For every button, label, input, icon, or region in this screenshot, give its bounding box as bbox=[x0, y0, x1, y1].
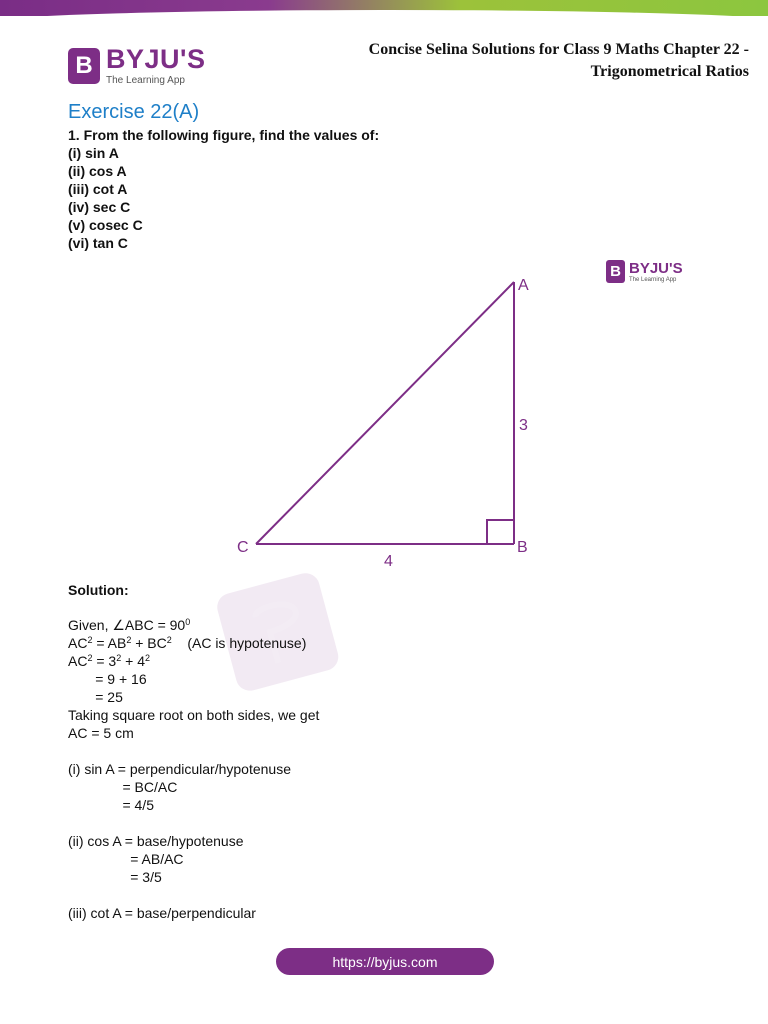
vertex-a-label: A bbox=[518, 277, 529, 294]
sin-a-line-1: (i) sin A = perpendicular/hypotenuse bbox=[68, 761, 291, 777]
watermark-logo bbox=[200, 560, 370, 700]
cos-a-line-3: = 3/5 bbox=[68, 869, 162, 885]
side-ca bbox=[256, 282, 514, 544]
exp: 2 bbox=[116, 653, 122, 663]
vertex-b-label: B bbox=[517, 539, 528, 556]
cot-a-line-1: (iii) cot A = base/perpendicular bbox=[68, 905, 256, 921]
top-banner bbox=[0, 0, 768, 22]
exp: 2 bbox=[87, 635, 93, 645]
triangle-figure bbox=[228, 270, 548, 570]
byjus-logo-word: BYJU'S bbox=[106, 44, 206, 74]
header-title-line-1: Concise Selina Solutions for Class 9 Maths Chapter 22 - bbox=[368, 41, 749, 58]
term: = 3 bbox=[92, 653, 117, 669]
cos-a-line-1: (ii) cos A = base/hypotenuse bbox=[68, 833, 244, 849]
exp: 2 bbox=[87, 653, 93, 663]
solution-line-sqrt: Taking square root on both sides, we get bbox=[68, 707, 320, 723]
solution-line-substitute bbox=[68, 652, 150, 670]
page-header-title bbox=[369, 39, 749, 83]
term: = AB bbox=[92, 635, 127, 651]
question-part: (iv) sec C bbox=[68, 199, 131, 215]
solution-line-sum: = 9 + 16 bbox=[68, 671, 147, 687]
given-text: Given, ∠ABC = 90 bbox=[68, 617, 186, 633]
right-angle-marker bbox=[487, 520, 514, 544]
byjus-logo bbox=[68, 46, 205, 86]
sin-a-line-3: = 4/5 bbox=[68, 797, 154, 813]
question-part: (ii) cos A bbox=[68, 163, 127, 179]
question-part: (i) sin A bbox=[68, 145, 119, 161]
solution-line-ac: AC = 5 cm bbox=[68, 725, 134, 741]
side-bc-length: 4 bbox=[384, 553, 393, 570]
question-part: (vi) tan C bbox=[68, 235, 128, 251]
side-ab-length: 3 bbox=[519, 417, 528, 434]
term: + BC bbox=[131, 635, 167, 651]
solution-line-result: = 25 bbox=[68, 689, 123, 705]
exp: 2 bbox=[144, 653, 150, 663]
figure-logo-word: BYJU'S bbox=[629, 259, 683, 277]
term: + 4 bbox=[121, 653, 145, 669]
solution-heading: Solution: bbox=[68, 582, 129, 598]
term: AC bbox=[68, 635, 88, 651]
solution-line-pythagoras bbox=[68, 634, 306, 652]
figure-byjus-logo bbox=[606, 260, 683, 283]
cos-a-line-2: = AB/AC bbox=[68, 851, 184, 867]
exp: 2 bbox=[126, 635, 132, 645]
question-prompt: 1. From the following figure, find the values of: bbox=[68, 127, 380, 143]
question-part: (iii) cot A bbox=[68, 181, 128, 197]
byjus-logo-mark: B bbox=[68, 48, 100, 84]
solution-given bbox=[68, 616, 190, 634]
exercise-title: Exercise 22(A) bbox=[68, 101, 200, 123]
triangle-svg bbox=[228, 270, 548, 570]
figure-logo-mark: B bbox=[606, 260, 625, 283]
vertex-c-label: C bbox=[237, 539, 249, 556]
footer-url-link[interactable]: https://byjus.com bbox=[276, 948, 494, 975]
degree-sup: 0 bbox=[185, 617, 191, 627]
question-part: (v) cosec C bbox=[68, 217, 143, 233]
sin-a-line-2: = BC/AC bbox=[68, 779, 178, 795]
term: (AC is hypotenuse) bbox=[171, 635, 307, 651]
exp: 2 bbox=[166, 635, 172, 645]
header-title-line-2: Trigonometrical Ratios bbox=[590, 63, 749, 80]
figure-logo-tagline: The Learning App bbox=[629, 276, 677, 283]
term: AC bbox=[68, 653, 88, 669]
question-block bbox=[68, 126, 379, 252]
byjus-logo-tagline: The Learning App bbox=[106, 75, 185, 86]
